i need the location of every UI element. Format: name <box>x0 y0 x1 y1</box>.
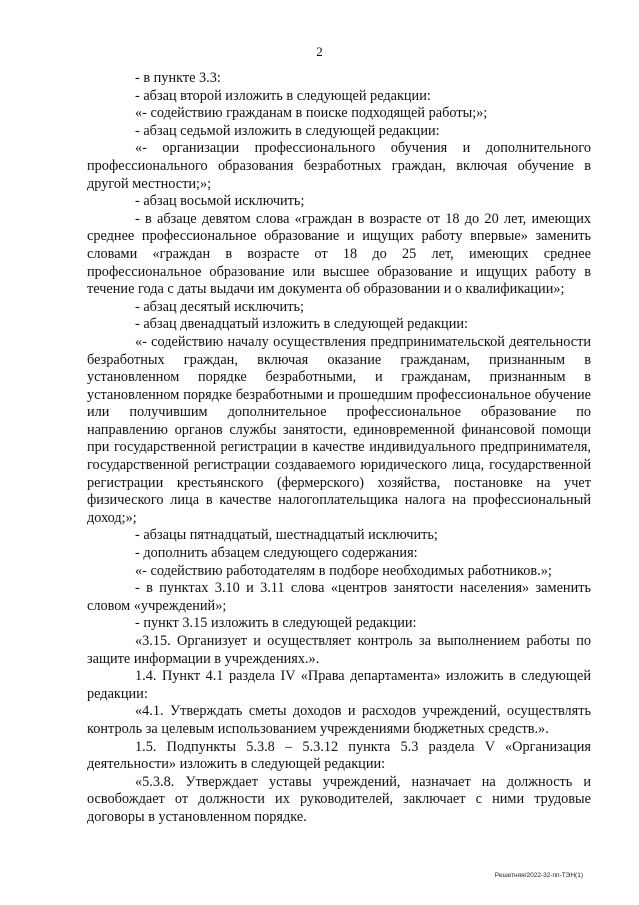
paragraph: - абзацы пятнадцатый, шестнадцатый исключить; <box>135 527 438 544</box>
paragraph: 1.4. Пункт 4.1 раздела IV «Права департамента» изложить в следующей редакции: <box>87 668 591 702</box>
paragraph: - в пунктах 3.10 и 3.11 слова «центров занятости населения» заменить словом «учреждений»; <box>87 580 591 614</box>
document-body <box>87 70 591 827</box>
page-number: 2 <box>316 44 323 59</box>
paragraph: «3.15. Организует и осуществляет контроль за выполнением работы по защите информации в учреждениях.». <box>87 633 591 667</box>
paragraph: - дополнить абзацем следующего содержания: <box>135 545 418 562</box>
paragraph: - абзац десятый исключить; <box>135 298 304 315</box>
paragraph: - абзац седьмой изложить в следующей редакции: <box>135 122 440 139</box>
paragraph: 1.5. Подпункты 5.3.8 – 5.3.12 пункта 5.3 раздела V «Организация деятельности» изложить в следующей редакции: <box>87 738 591 773</box>
paragraph: «- содействию работодателям в подборе необходимых работников.»; <box>135 562 552 579</box>
paragraph: «5.3.8. Утверждает уставы учреждений, назначает на должность и освобождает от должности их руководителей, заключает с ними трудовые договоры в установленном порядке. <box>87 773 591 825</box>
paragraph: - абзац двенадцатый изложить в следующей редакции: <box>135 316 468 333</box>
paragraph: - пункт 3.15 изложить в следующей редакции: <box>135 615 417 632</box>
paragraph: «- содействию началу осуществления предпринимательской деятельности безработных граждан, включая оказание гражданам, признанным в установленном порядке безработными, и гражданам, признанным в установленном порядке безработными и прошедшим профессиональное обучение или получившим дополнительное профессиональное образование по направлению органов службы занятости, единовременной финансовой помощи при государственной регистрации в качестве индивидуального предпринимателя, государственной регистрации создаваемого юридического лица, государственной регистрации крестьянского (фермерского) хозяйства, постановке на учет физического лица в качестве налогоплательщика налога на профессиональный доход;»; <box>87 333 591 526</box>
paragraph: - в пункте 3.3: <box>135 70 221 86</box>
document-code: Решетняя/2022-32-пп-ТЭН(1) <box>494 872 583 879</box>
paragraph: «- организации профессионального обучения и дополнительного профессионального образования безработных граждан, включая обучение в другой местности;»; <box>87 140 591 192</box>
paragraph: - абзац второй изложить в следующей редакции: <box>135 87 431 104</box>
paragraph: «4.1. Утверждать сметы доходов и расходов учреждений, осуществлять контроль за целевым использованием учреждениями бюджетных средств.». <box>87 703 591 737</box>
paragraph: - абзац восьмой исключить; <box>135 193 305 210</box>
paragraph: «- содействию гражданам в поиске подходящей работы;»; <box>135 105 488 122</box>
paragraph: - в абзаце девятом слова «граждан в возрасте от 18 до 20 лет, имеющих среднее профессиональное образование и ищущих работу впервые» заменить словами «граждан в возрасте от 18 до 25 лет, имеющих среднее профессиональное образование или высшее образование и ищущих работу в течение года с даты выдачи им документа об образовании и о квалификации»; <box>87 210 591 298</box>
